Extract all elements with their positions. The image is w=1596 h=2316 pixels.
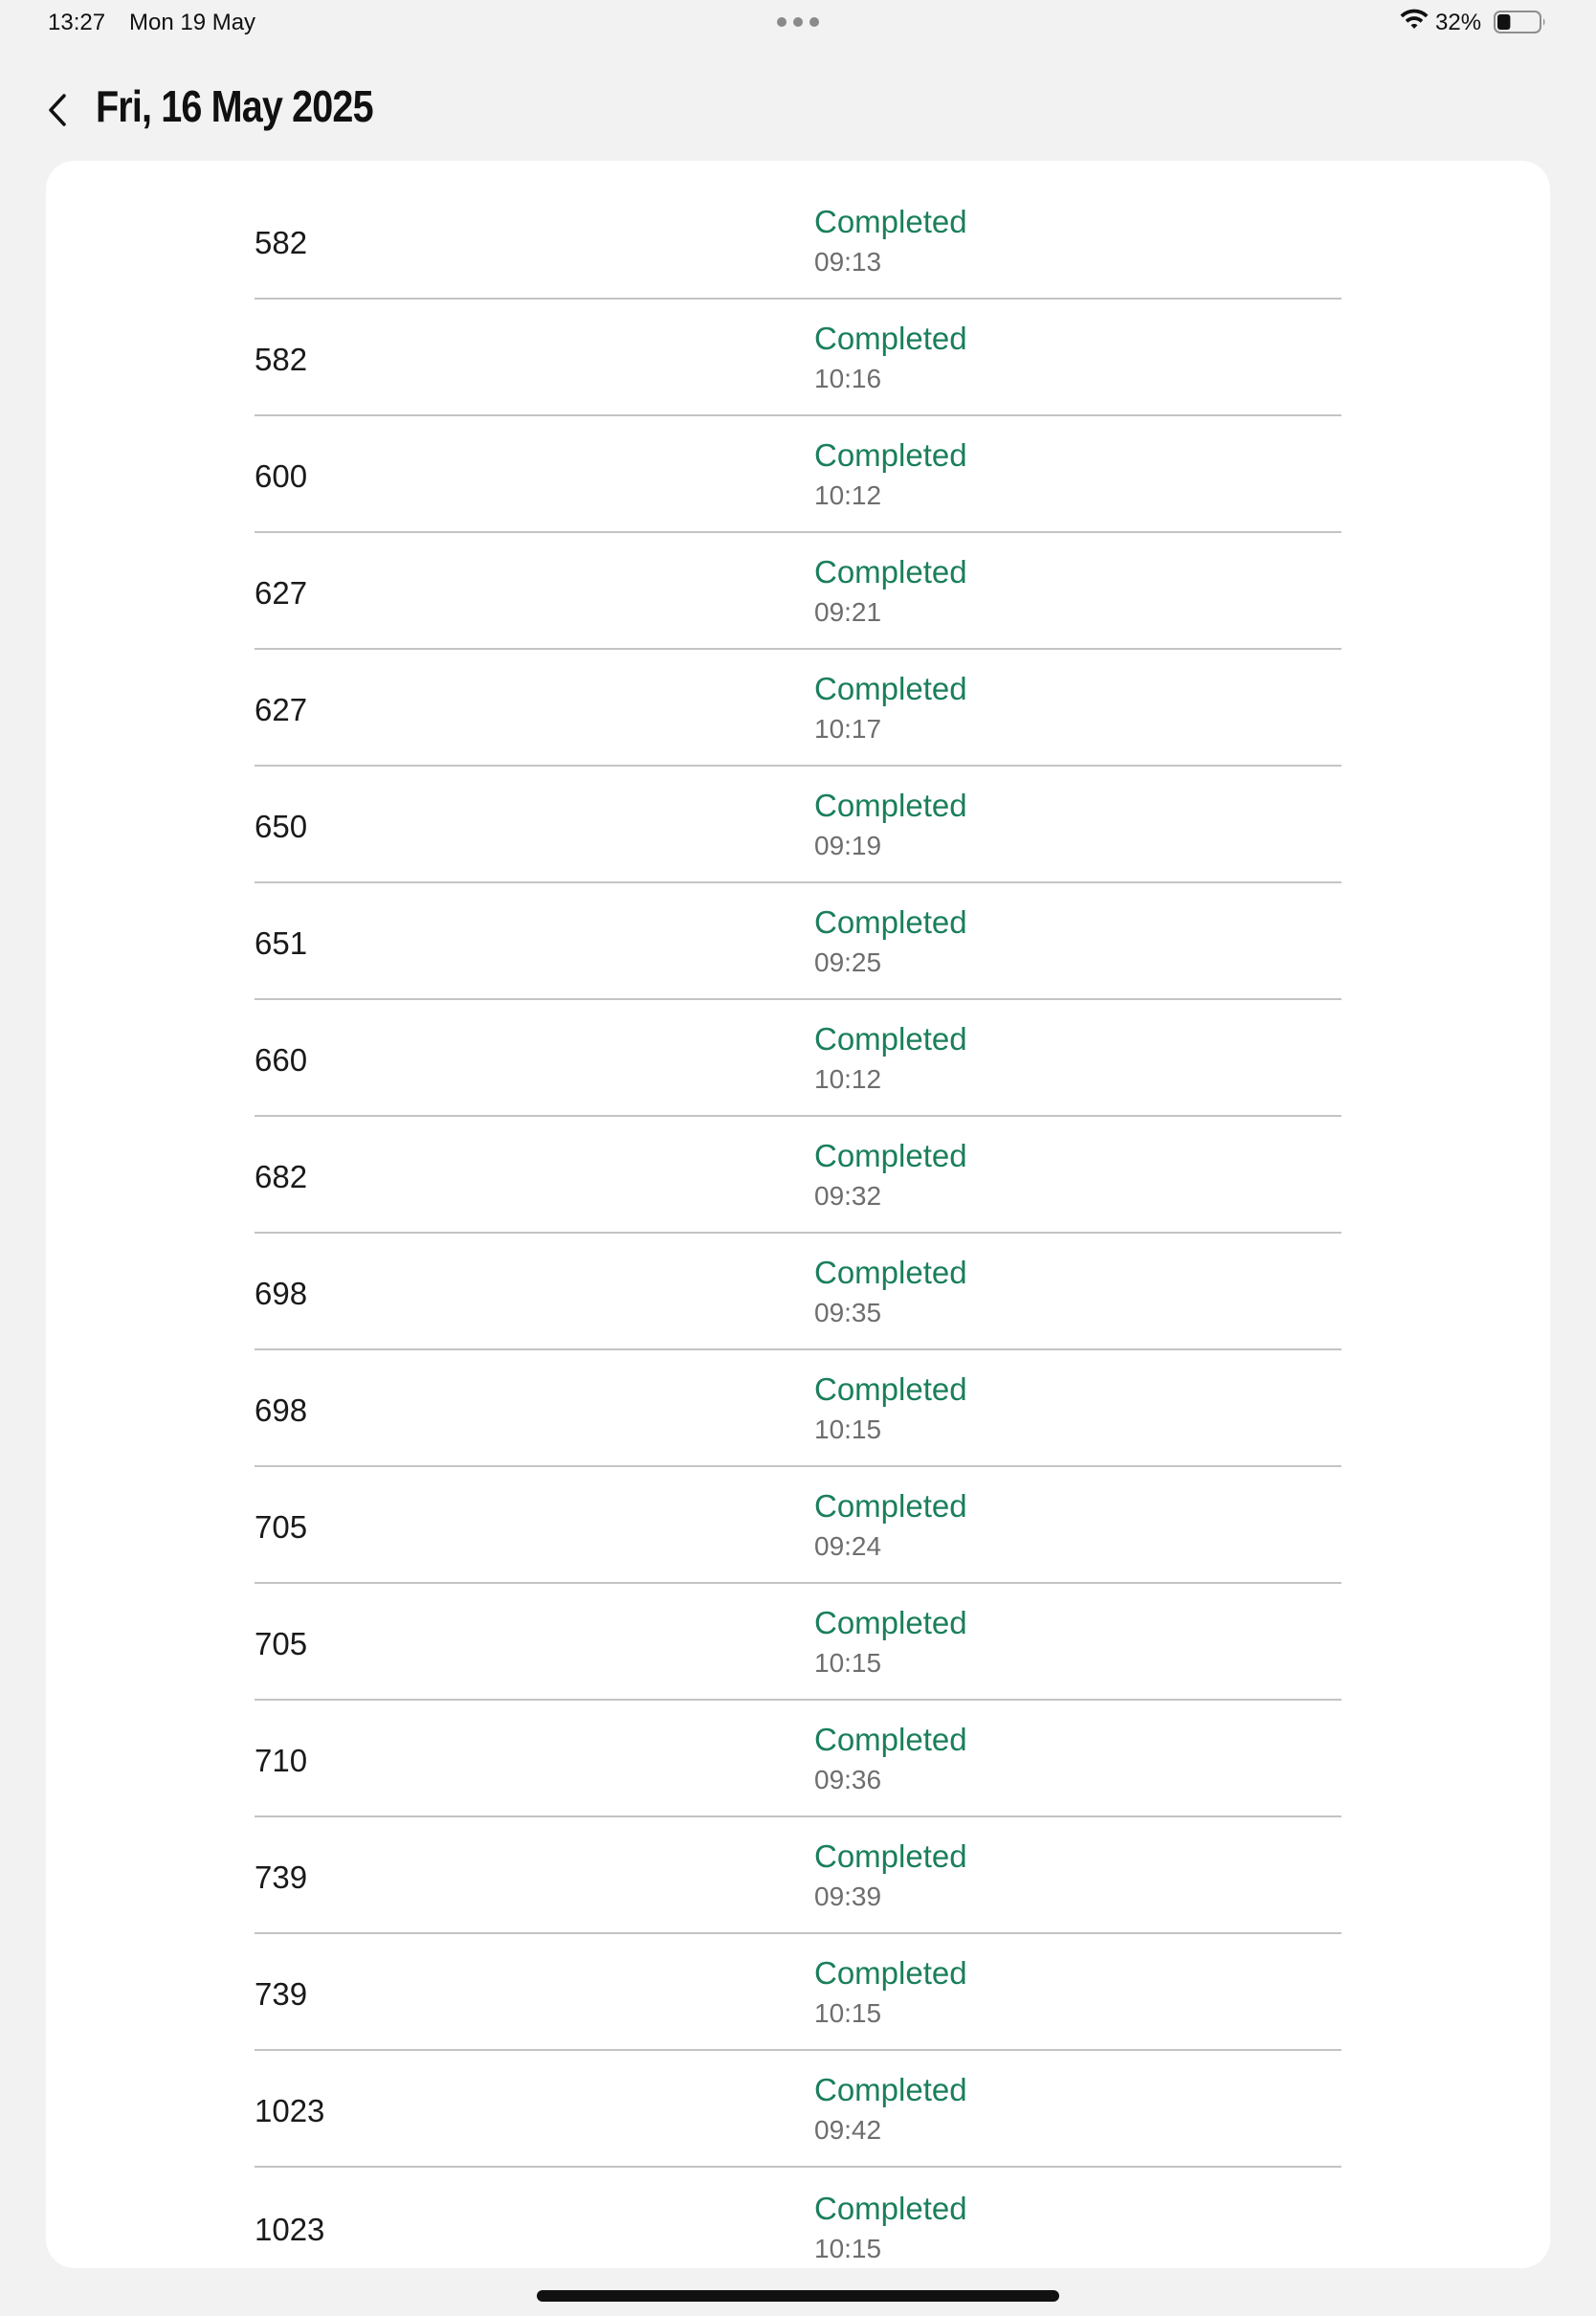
- item-id: 650: [255, 809, 308, 844]
- status-label: Completed: [814, 2191, 967, 2226]
- battery-icon: [1494, 10, 1547, 34]
- home-indicator[interactable]: [537, 2290, 1059, 2302]
- status-label: Completed: [814, 437, 967, 473]
- item-id: 1023: [255, 2093, 325, 2128]
- timestamp: 09:36: [814, 1765, 882, 1794]
- timestamp: 09:42: [814, 2115, 882, 2145]
- status-label: Completed: [814, 1955, 967, 1991]
- timestamp: 10:17: [814, 714, 882, 744]
- results-card: [46, 161, 1550, 2268]
- item-id: 739: [255, 1859, 308, 1895]
- item-id: 582: [255, 342, 308, 377]
- item-id: 705: [255, 1509, 308, 1545]
- status-label: Completed: [814, 1605, 967, 1640]
- list-item[interactable]: [255, 533, 1341, 650]
- status-label: Completed: [814, 1371, 967, 1407]
- timestamp: 10:16: [814, 364, 882, 393]
- timestamp: 10:12: [814, 480, 882, 510]
- battery-percent: 32%: [1435, 10, 1482, 35]
- back-button[interactable]: [36, 86, 78, 134]
- status-label: Completed: [814, 1488, 967, 1524]
- timestamp: 10:15: [814, 1648, 882, 1678]
- header: [0, 67, 1596, 153]
- item-id: 710: [255, 1743, 308, 1778]
- timestamp: 09:25: [814, 947, 882, 977]
- list-item[interactable]: [255, 300, 1341, 416]
- multitask-dots-icon[interactable]: [777, 16, 819, 28]
- status-label: Completed: [814, 1722, 967, 1757]
- status-label: Completed: [814, 671, 967, 706]
- status-label: Completed: [814, 554, 967, 590]
- item-id: 705: [255, 1626, 308, 1661]
- results-list: [255, 161, 1341, 2268]
- timestamp: 10:15: [814, 2234, 882, 2263]
- item-id: 627: [255, 692, 308, 727]
- list-item[interactable]: [255, 1000, 1341, 1117]
- chevron-left-icon: [47, 92, 68, 128]
- item-id: 660: [255, 1042, 308, 1078]
- timestamp: 10:12: [814, 1064, 882, 1094]
- list-item[interactable]: [255, 1817, 1341, 1934]
- timestamp: 09:24: [814, 1531, 882, 1561]
- status-label: Completed: [814, 1838, 967, 1874]
- item-id: 1023: [255, 2212, 325, 2247]
- list-item[interactable]: [255, 161, 1341, 300]
- list-item[interactable]: [255, 1117, 1341, 1234]
- status-label: Completed: [814, 2072, 967, 2107]
- item-id: 600: [255, 458, 308, 494]
- status-label: Completed: [814, 321, 967, 356]
- page-title: Fri, 16 May 2025: [96, 81, 373, 131]
- status-label: Completed: [814, 1021, 967, 1057]
- timestamp: 09:13: [814, 247, 882, 277]
- list-item[interactable]: [255, 1584, 1341, 1701]
- list-item[interactable]: [255, 883, 1341, 1000]
- timestamp: 09:39: [814, 1882, 882, 1911]
- timestamp: 09:32: [814, 1181, 882, 1211]
- status-date: Mon 19 May: [129, 10, 256, 35]
- item-id: 698: [255, 1392, 308, 1428]
- status-time: 13:27: [48, 10, 106, 35]
- status-label: Completed: [814, 204, 967, 239]
- item-id: 627: [255, 575, 308, 611]
- status-bar: [0, 0, 1596, 46]
- item-id: 698: [255, 1276, 308, 1311]
- timestamp: 09:21: [814, 597, 882, 627]
- list-item[interactable]: [255, 1701, 1341, 1817]
- timestamp: 10:15: [814, 1414, 882, 1444]
- status-label: Completed: [814, 1255, 967, 1290]
- timestamp: 10:15: [814, 1998, 882, 2028]
- list-item[interactable]: [255, 1234, 1341, 1350]
- status-label: Completed: [814, 1138, 967, 1173]
- item-id: 582: [255, 225, 308, 260]
- item-id: 682: [255, 1159, 308, 1194]
- list-item[interactable]: [255, 767, 1341, 883]
- timestamp: 09:19: [814, 831, 882, 860]
- timestamp: 09:35: [814, 1298, 882, 1327]
- list-item[interactable]: [255, 2168, 1341, 2268]
- list-item[interactable]: [255, 1350, 1341, 1467]
- wifi-icon: [1399, 8, 1430, 34]
- item-id: 651: [255, 925, 308, 961]
- list-item[interactable]: [255, 1934, 1341, 2051]
- status-label: Completed: [814, 904, 967, 940]
- list-item[interactable]: [255, 416, 1341, 533]
- list-item[interactable]: [255, 1467, 1341, 1584]
- list-item[interactable]: [255, 650, 1341, 767]
- list-item[interactable]: [255, 2051, 1341, 2168]
- item-id: 739: [255, 1976, 308, 2012]
- status-label: Completed: [814, 788, 967, 823]
